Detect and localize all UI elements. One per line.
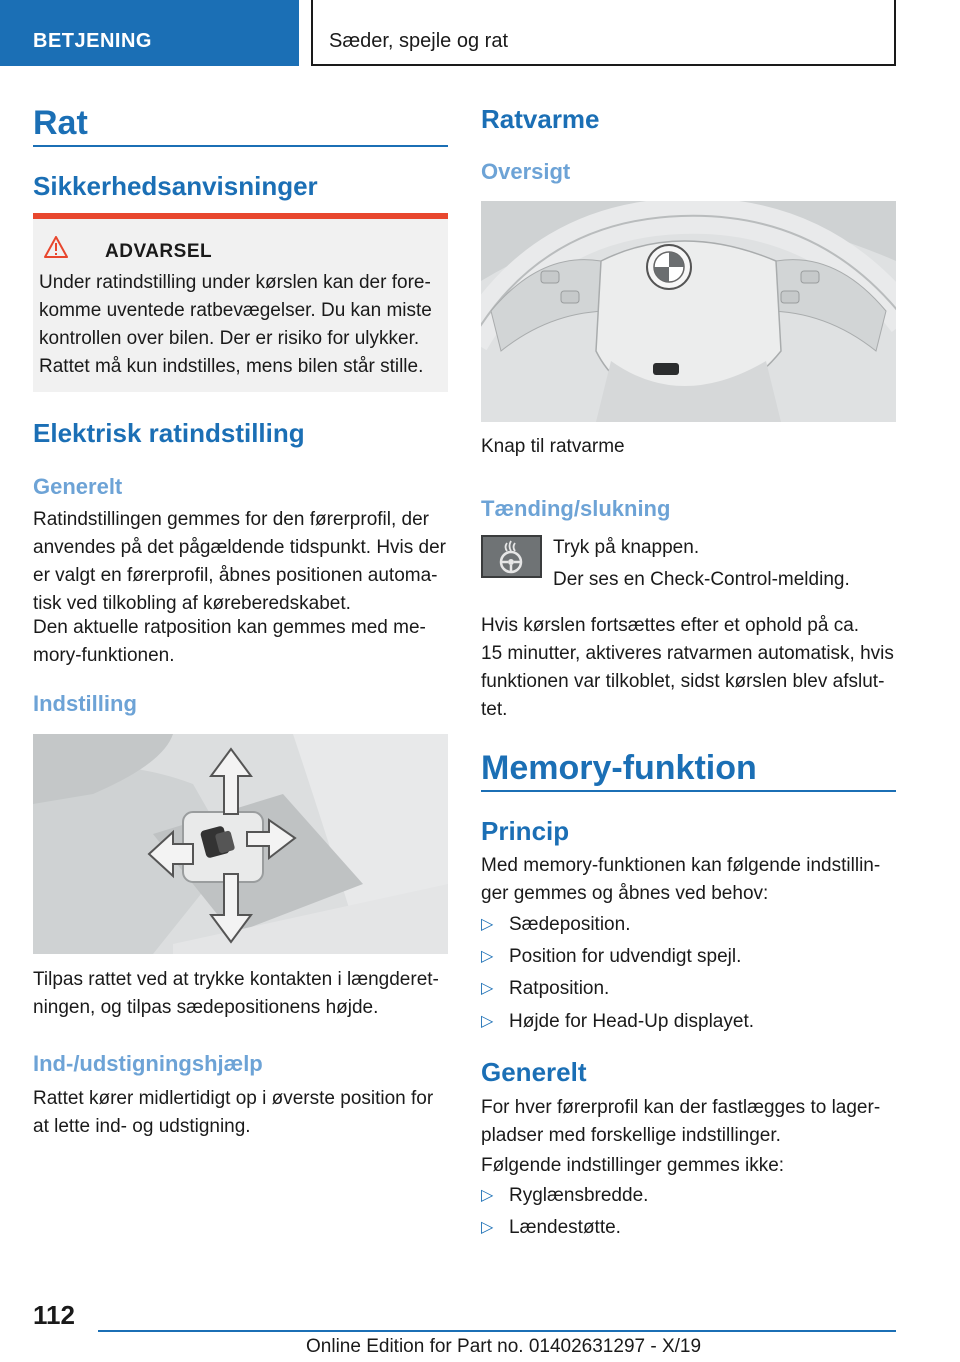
bullet-triangle-icon: ▷ [481, 916, 494, 933]
continue-line: funktionen var tilkoblet, sidst kørslen blev afslut- [481, 671, 885, 692]
chapter-title: Sæder, spejle og rat [311, 0, 896, 66]
general-line: Ratindstillingen gemmes for den førerprofil, der [33, 509, 430, 530]
heading-overview: Oversigt [481, 159, 571, 184]
section-tab: BETJENING [0, 0, 299, 66]
overview-caption: Knap til ratvarme [481, 436, 625, 457]
warning-line: komme uventede ratbevægelser. Du kan miste [39, 300, 432, 321]
onoff-line: Tryk på knappen. [553, 537, 700, 558]
steering-wheel-image [481, 201, 896, 422]
warning-line: kontrollen over bilen. Der er risiko for ulykker. [39, 328, 420, 349]
heading-electric: Elektrisk ratindstilling [33, 418, 305, 448]
memory-line: mory-funktionen. [33, 645, 175, 666]
bullet-triangle-icon: ▷ [481, 948, 494, 965]
continue-line: 15 minutter, aktiveres ratvarmen automatisk, hvis [481, 643, 894, 664]
general-line: tisk ved tilkobling af køreberedskabet. [33, 593, 351, 614]
heading-on-off: Tænding/slukning [481, 496, 671, 521]
continue-line: tet. [481, 699, 508, 720]
warning-line: Under ratindstilling under kørslen kan der fore- [39, 272, 431, 293]
general2-line: For hver førerprofil kan der fastlægges to lager- [481, 1097, 881, 1118]
memory-line: Den aktuelle ratposition kan gemmes med me- [33, 617, 426, 638]
warning-line: Rattet må kun indstilles, mens bilen står stille. [39, 356, 424, 377]
heading-rule [481, 790, 896, 792]
bullet-triangle-icon: ▷ [481, 980, 494, 997]
entry-line: at lette ind- og udstigning. [33, 1116, 251, 1137]
bullet-triangle-icon: ▷ [481, 1013, 494, 1030]
heading-entry-aid: Ind-/udstigningshjælp [33, 1051, 263, 1076]
heading-principle: Princip [481, 816, 570, 846]
continue-line: Hvis kørslen fortsættes efter et ophold på ca. [481, 615, 860, 636]
page-number: 112 [33, 1300, 75, 1330]
warning-title: ADVARSEL [105, 241, 213, 262]
general-line: anvendes på det pågældende tidspunkt. Hvis der [33, 537, 446, 558]
heading-general-2: Generelt [481, 1057, 587, 1087]
warning-triangle-icon [44, 236, 68, 258]
heading-general: Generelt [33, 474, 123, 499]
warning-box [33, 219, 448, 392]
heading-rule [33, 145, 448, 147]
bullet-triangle-icon: ▷ [481, 1219, 494, 1236]
principle-line: Med memory-funktionen kan følgende indstillin- [481, 855, 881, 876]
bullet-triangle-icon: ▷ [481, 1187, 494, 1204]
heading-heating: Ratvarme [481, 104, 600, 134]
general-line: er valgt en førerprofil, åbnes positionen automa- [33, 565, 438, 586]
entry-line: Rattet kører midlertidigt op i øverste position for [33, 1088, 434, 1109]
setting-caption-line: ningen, og tilpas sædepositionens højde. [33, 997, 379, 1018]
heated-steering-button-icon [481, 535, 542, 578]
onoff-line: Der ses en Check-Control-melding. [553, 569, 850, 590]
heading-setting: Indstilling [33, 691, 137, 716]
heading-memory: Memory-funktion [481, 749, 757, 787]
footer-edition: Online Edition for Part no. 01402631297 - X/19 [306, 1336, 702, 1357]
general2-line: pladser med forskellige indstillinger. [481, 1125, 781, 1146]
setting-caption-line: Tilpas rattet ved at trykke kontakten i længderet- [33, 969, 439, 990]
footer-rule [98, 1330, 896, 1332]
steering-adjust-image [33, 734, 448, 954]
principle-line: ger gemmes og åbnes ved behov: [481, 883, 769, 904]
not-saved-intro: Følgende indstillinger gemmes ikke: [481, 1155, 785, 1176]
heading-rat: Rat [33, 104, 88, 142]
heading-safety: Sikkerhedsanvisninger [33, 171, 318, 201]
